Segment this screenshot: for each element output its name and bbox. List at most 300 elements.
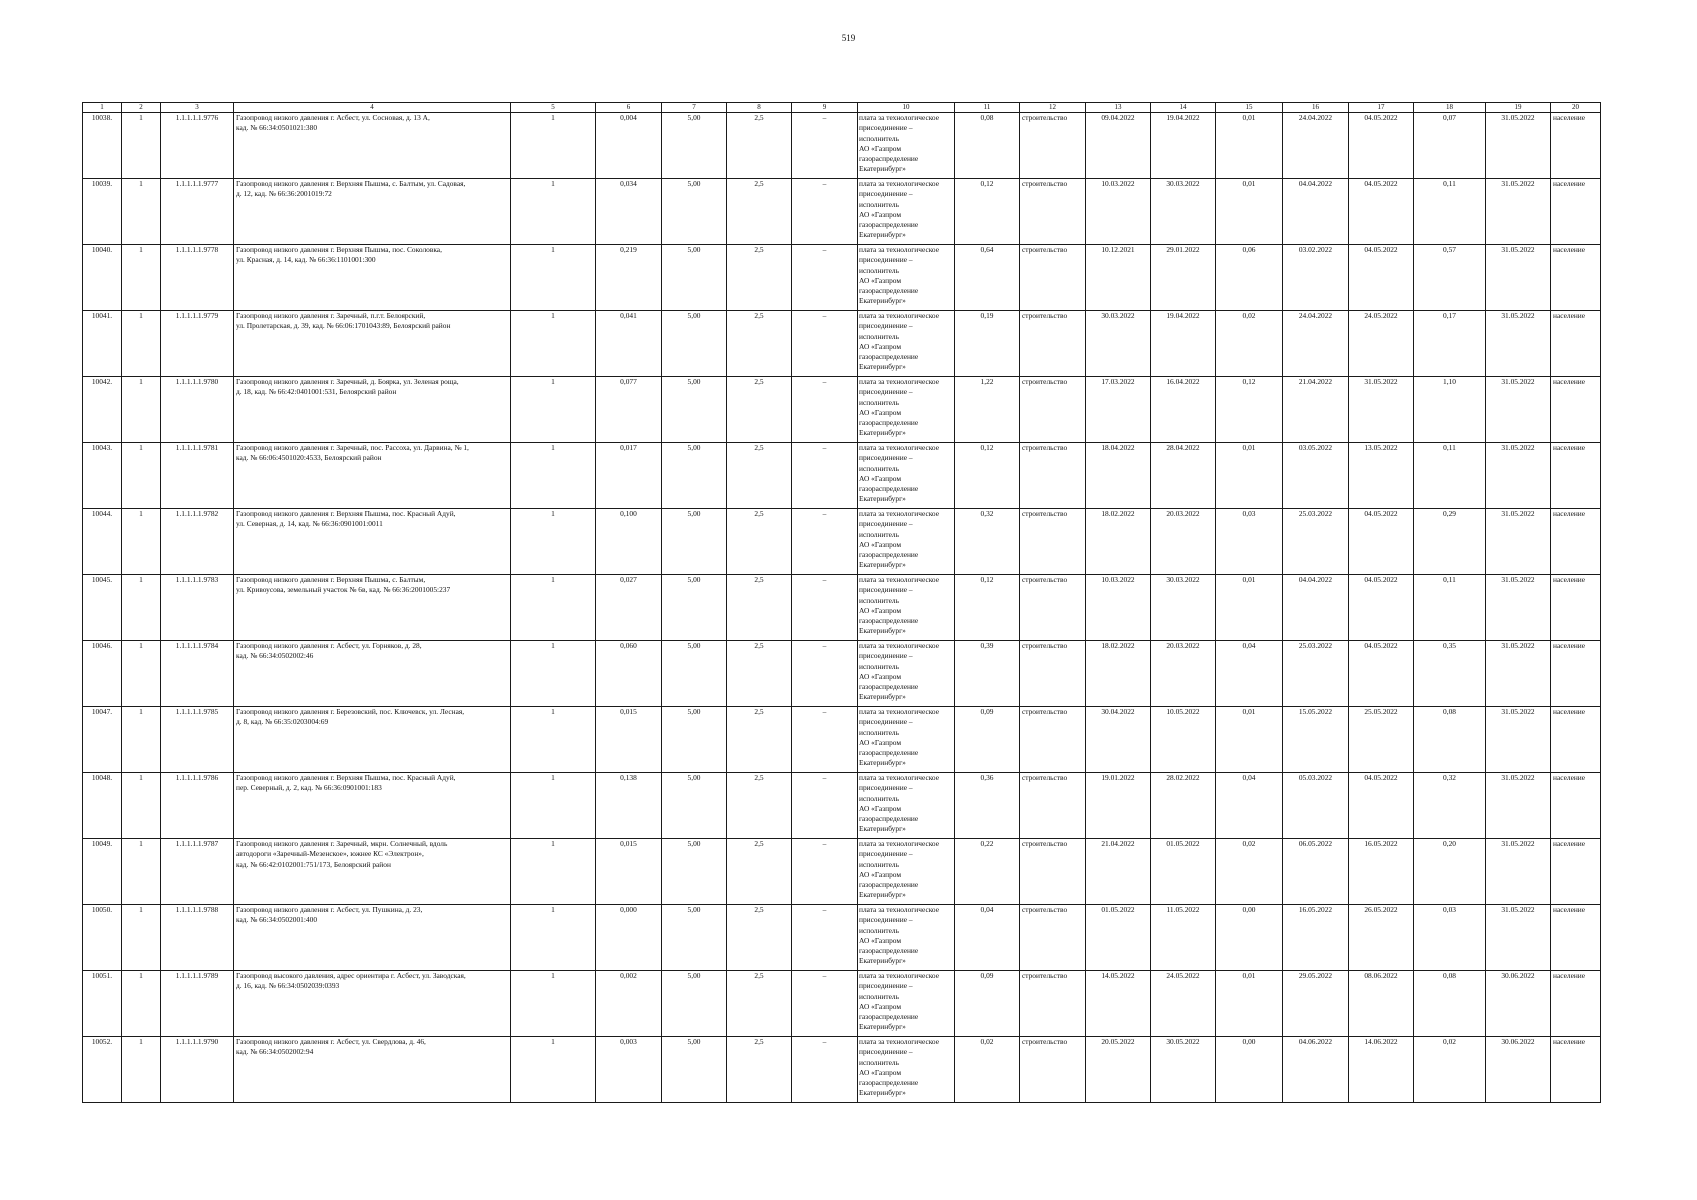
- cell-col-11: 1,22: [955, 377, 1020, 443]
- cell-col-11: 0,12: [955, 443, 1020, 509]
- cell-col-15: 0,06: [1216, 245, 1283, 311]
- payment-source-line: газораспределение: [859, 154, 919, 164]
- cell-col-5: 1: [511, 245, 596, 311]
- cell-col-16: 25.03.2022: [1283, 509, 1349, 575]
- cell-col-16: 25.03.2022: [1283, 641, 1349, 707]
- cell-col-19: 31.05.2022: [1486, 509, 1551, 575]
- cell-col-20: население: [1551, 707, 1601, 773]
- cell-col-20: население: [1551, 509, 1601, 575]
- cell-payment-source: [858, 641, 955, 707]
- cell-col-5: 1: [511, 443, 596, 509]
- cell-col-11: 0,12: [955, 575, 1020, 641]
- cell-description: [234, 575, 511, 641]
- cell-col-12: строительство: [1020, 113, 1086, 179]
- cell-code: 1.1.1.1.1.9779: [161, 311, 234, 377]
- payment-source-line: исполнитель: [859, 991, 899, 1001]
- cell-col-17: 26.05.2022: [1349, 905, 1414, 971]
- cell-col-6: 0,000: [596, 905, 662, 971]
- payment-source-line: присоединение –: [859, 321, 913, 331]
- cell-payment-source: [858, 377, 955, 443]
- payment-source-line: исполнитель: [859, 133, 899, 143]
- cell-col-15: 0,00: [1216, 905, 1283, 971]
- payment-source-line: газораспределение: [859, 748, 919, 758]
- cell-col-20: население: [1551, 575, 1601, 641]
- payment-source-line: Екатеринбург»: [859, 296, 906, 306]
- cell-col-9: –: [792, 971, 858, 1037]
- cell-col-2: 1: [122, 707, 161, 773]
- cell-row-number: 10045.: [83, 575, 122, 641]
- cell-payment-source: [858, 839, 955, 905]
- cell-col-7: 5,00: [662, 575, 727, 641]
- cell-col-15: 0,00: [1216, 1037, 1283, 1103]
- cell-col-12: строительство: [1020, 773, 1086, 839]
- cell-col-6: 0,017: [596, 443, 662, 509]
- description-line: Газопровод низкого давления г. Верхняя Пышма, с. Балтым,: [236, 575, 426, 584]
- cell-col-16: 16.05.2022: [1283, 905, 1349, 971]
- cell-col-20: население: [1551, 377, 1601, 443]
- cell-col-9: –: [792, 773, 858, 839]
- cell-col-8: 2,5: [727, 1037, 792, 1103]
- cell-payment-source: [858, 113, 955, 179]
- payment-source-line: исполнитель: [859, 265, 899, 275]
- table-row: [83, 707, 1601, 773]
- table-row: [83, 377, 1601, 443]
- payment-source-line: газораспределение: [859, 1078, 919, 1088]
- cell-col-7: 5,00: [662, 179, 727, 245]
- payment-source-line: АО «Газпром: [859, 671, 902, 681]
- cell-col-11: 0,12: [955, 179, 1020, 245]
- description-line: кад. № 66:34:0501021:380: [236, 123, 318, 133]
- payment-source-line: газораспределение: [859, 682, 919, 692]
- cell-col-13: 10.03.2022: [1086, 179, 1151, 245]
- payment-source-line: исполнитель: [859, 925, 899, 935]
- cell-col-19: 30.06.2022: [1486, 1037, 1551, 1103]
- description-line: Газопровод низкого давления г. Верхняя Пышма, пос. Соколовка,: [236, 245, 442, 254]
- cell-col-2: 1: [122, 641, 161, 707]
- header-cell: 14: [1151, 103, 1216, 113]
- cell-col-17: 04.05.2022: [1349, 179, 1414, 245]
- payment-source-line: Екатеринбург»: [859, 626, 906, 636]
- cell-col-19: 31.05.2022: [1486, 443, 1551, 509]
- description-line: Газопровод низкого давления г. Заречный, п.г.т. Белоярский,: [236, 311, 426, 320]
- cell-col-9: –: [792, 905, 858, 971]
- cell-code: 1.1.1.1.1.9783: [161, 575, 234, 641]
- cell-col-14: 19.04.2022: [1151, 311, 1216, 377]
- payment-source-line: присоединение –: [859, 915, 913, 925]
- cell-col-20: население: [1551, 1037, 1601, 1103]
- cell-col-15: 0,01: [1216, 179, 1283, 245]
- cell-col-17: 04.05.2022: [1349, 641, 1414, 707]
- cell-description: [234, 971, 511, 1037]
- cell-code: 1.1.1.1.1.9787: [161, 839, 234, 905]
- payment-source-line: АО «Газпром: [859, 1067, 902, 1077]
- cell-col-14: 24.05.2022: [1151, 971, 1216, 1037]
- cell-col-12: строительство: [1020, 179, 1086, 245]
- description-line: кад. № 66:34:0502002:46: [236, 651, 314, 661]
- description-line: Газопровод низкого давления г. Асбест, ул. Горняков, д. 28,: [236, 641, 422, 650]
- cell-payment-source: [858, 971, 955, 1037]
- payment-source-line: плата за технологическое: [859, 707, 940, 716]
- cell-col-17: 16.05.2022: [1349, 839, 1414, 905]
- payment-source-line: газораспределение: [859, 814, 919, 824]
- cell-col-18: 0,02: [1414, 1037, 1486, 1103]
- cell-col-13: 10.12.2021: [1086, 245, 1151, 311]
- cell-col-7: 5,00: [662, 245, 727, 311]
- header-cell: 3: [161, 103, 234, 113]
- cell-row-number: 10049.: [83, 839, 122, 905]
- payment-source-line: плата за технологическое: [859, 443, 940, 452]
- payment-source-line: исполнитель: [859, 331, 899, 341]
- description-line: Газопровод низкого давления г. Верхняя Пышма, с. Балтым, ул. Садовая,: [236, 179, 466, 188]
- cell-col-12: строительство: [1020, 839, 1086, 905]
- payment-source-line: плата за технологическое: [859, 773, 940, 782]
- header-cell: 8: [727, 103, 792, 113]
- cell-col-5: 1: [511, 707, 596, 773]
- cell-col-6: 0,004: [596, 113, 662, 179]
- cell-row-number: 10051.: [83, 971, 122, 1037]
- cell-col-20: население: [1551, 773, 1601, 839]
- cell-col-5: 1: [511, 773, 596, 839]
- cell-col-17: 04.05.2022: [1349, 113, 1414, 179]
- payment-source-line: АО «Газпром: [859, 209, 902, 219]
- cell-col-13: 09.04.2022: [1086, 113, 1151, 179]
- cell-col-9: –: [792, 575, 858, 641]
- cell-col-8: 2,5: [727, 179, 792, 245]
- cell-col-19: 31.05.2022: [1486, 377, 1551, 443]
- description-line: Газопровод высокого давления, адрес ориентира г. Асбест, ул. Заводская,: [236, 971, 466, 980]
- header-cell: 11: [955, 103, 1020, 113]
- cell-col-15: 0,01: [1216, 971, 1283, 1037]
- payment-source-line: исполнитель: [859, 529, 899, 539]
- payment-source-line: присоединение –: [859, 1047, 913, 1057]
- cell-col-5: 1: [511, 971, 596, 1037]
- cell-col-8: 2,5: [727, 509, 792, 575]
- cell-col-9: –: [792, 641, 858, 707]
- cell-col-7: 5,00: [662, 311, 727, 377]
- cell-col-11: 0,09: [955, 971, 1020, 1037]
- payment-source-line: плата за технологическое: [859, 179, 940, 188]
- cell-col-17: 04.05.2022: [1349, 575, 1414, 641]
- description-line: пер. Северный, д. 2, кад. № 66:36:0901001:183: [236, 783, 382, 793]
- cell-col-5: 1: [511, 575, 596, 641]
- table-row: [83, 839, 1601, 905]
- cell-col-13: 17.03.2022: [1086, 377, 1151, 443]
- cell-description: [234, 179, 511, 245]
- cell-payment-source: [858, 443, 955, 509]
- cell-col-5: 1: [511, 905, 596, 971]
- payment-source-line: присоединение –: [859, 453, 913, 463]
- cell-col-2: 1: [122, 113, 161, 179]
- cell-col-15: 0,03: [1216, 509, 1283, 575]
- payment-source-line: присоединение –: [859, 255, 913, 265]
- description-line: Газопровод низкого давления г. Березовский, пос. Ключевск, ул. Лесная,: [236, 707, 465, 716]
- payment-source-line: АО «Газпром: [859, 539, 902, 549]
- cell-description: [234, 509, 511, 575]
- description-line: автодороги «Заречный-Мезенское», южнее КС «Электрон»,: [236, 849, 424, 859]
- cell-col-19: 31.05.2022: [1486, 905, 1551, 971]
- cell-col-6: 0,219: [596, 245, 662, 311]
- cell-col-18: 0,08: [1414, 971, 1486, 1037]
- cell-code: 1.1.1.1.1.9777: [161, 179, 234, 245]
- payment-source-line: плата за технологическое: [859, 311, 940, 320]
- cell-description: [234, 443, 511, 509]
- cell-col-13: 14.05.2022: [1086, 971, 1151, 1037]
- payment-source-line: АО «Газпром: [859, 473, 902, 483]
- cell-col-5: 1: [511, 839, 596, 905]
- payment-source-line: газораспределение: [859, 880, 919, 890]
- description-line: кад. № 66:34:0502001:400: [236, 915, 318, 925]
- cell-col-2: 1: [122, 179, 161, 245]
- cell-col-2: 1: [122, 839, 161, 905]
- cell-col-6: 0,003: [596, 1037, 662, 1103]
- cell-col-12: строительство: [1020, 575, 1086, 641]
- cell-col-14: 19.04.2022: [1151, 113, 1216, 179]
- description-line: Газопровод низкого давления г. Верхняя Пышма, пос. Красный Адуй,: [236, 509, 456, 518]
- cell-col-11: 0,64: [955, 245, 1020, 311]
- description-line: кад. № 66:34:0502002:94: [236, 1047, 314, 1057]
- cell-col-9: –: [792, 311, 858, 377]
- payment-source-line: газораспределение: [859, 418, 919, 428]
- cell-col-17: 08.06.2022: [1349, 971, 1414, 1037]
- header-cell: 10: [858, 103, 955, 113]
- cell-col-2: 1: [122, 773, 161, 839]
- description-line: Газопровод низкого давления г. Асбест, ул. Пушкина, д. 23,: [236, 905, 423, 914]
- cell-col-2: 1: [122, 443, 161, 509]
- cell-col-15: 0,02: [1216, 311, 1283, 377]
- payment-source-line: АО «Газпром: [859, 605, 902, 615]
- header-cell: 6: [596, 103, 662, 113]
- cell-code: 1.1.1.1.1.9784: [161, 641, 234, 707]
- cell-col-15: 0,04: [1216, 641, 1283, 707]
- cell-col-12: строительство: [1020, 377, 1086, 443]
- header-cell: 18: [1414, 103, 1486, 113]
- cell-col-17: 04.05.2022: [1349, 773, 1414, 839]
- header-cell: 13: [1086, 103, 1151, 113]
- description-line: Газопровод низкого давления г. Заречный, пос. Рассоха, ул. Дарвина, № 1,: [236, 443, 469, 452]
- cell-code: 1.1.1.1.1.9778: [161, 245, 234, 311]
- payment-source-line: плата за технологическое: [859, 971, 940, 980]
- payment-source-line: Екатеринбург»: [859, 362, 906, 372]
- header-cell: 2: [122, 103, 161, 113]
- cell-col-19: 31.05.2022: [1486, 773, 1551, 839]
- payment-source-line: плата за технологическое: [859, 641, 940, 650]
- cell-col-14: 11.05.2022: [1151, 905, 1216, 971]
- cell-col-12: строительство: [1020, 971, 1086, 1037]
- payment-source-line: Екатеринбург»: [859, 758, 906, 768]
- description-line: д. 18, кад. № 66:42:0401001:531, Белоярский район: [236, 387, 397, 397]
- payment-source-line: присоединение –: [859, 123, 913, 133]
- cell-col-2: 1: [122, 245, 161, 311]
- payment-source-line: Екатеринбург»: [859, 164, 906, 174]
- payment-source-line: АО «Газпром: [859, 1001, 902, 1011]
- cell-col-2: 1: [122, 971, 161, 1037]
- payment-source-line: газораспределение: [859, 616, 919, 626]
- cell-description: [234, 113, 511, 179]
- cell-col-8: 2,5: [727, 113, 792, 179]
- cell-col-8: 2,5: [727, 839, 792, 905]
- cell-col-12: строительство: [1020, 509, 1086, 575]
- payment-source-line: присоединение –: [859, 585, 913, 595]
- cell-col-15: 0,01: [1216, 575, 1283, 641]
- cell-col-2: 1: [122, 509, 161, 575]
- cell-payment-source: [858, 707, 955, 773]
- cell-col-17: 13.05.2022: [1349, 443, 1414, 509]
- cell-col-11: 0,04: [955, 905, 1020, 971]
- cell-col-18: 0,11: [1414, 575, 1486, 641]
- payment-source-line: присоединение –: [859, 519, 913, 529]
- cell-col-11: 0,09: [955, 707, 1020, 773]
- table-body: [83, 113, 1601, 1103]
- cell-col-5: 1: [511, 113, 596, 179]
- cell-col-7: 5,00: [662, 641, 727, 707]
- payment-source-line: Екатеринбург»: [859, 494, 906, 504]
- table-row: [83, 443, 1601, 509]
- cell-col-15: 0,01: [1216, 113, 1283, 179]
- cell-col-17: 31.05.2022: [1349, 377, 1414, 443]
- cell-col-19: 31.05.2022: [1486, 311, 1551, 377]
- payment-source-line: плата за технологическое: [859, 113, 940, 122]
- cell-col-14: 28.02.2022: [1151, 773, 1216, 839]
- payment-source-line: плата за технологическое: [859, 245, 940, 254]
- description-line: ул. Пролетарская, д. 39, кад. № 66:06:1701043:89, Белоярский район: [236, 321, 451, 331]
- payment-source-line: присоединение –: [859, 981, 913, 991]
- cell-col-14: 29.01.2022: [1151, 245, 1216, 311]
- description-line: д. 16, кад. № 66:34:0502039:0393: [236, 981, 340, 991]
- table-row: [83, 1037, 1601, 1103]
- cell-col-2: 1: [122, 905, 161, 971]
- cell-description: [234, 1037, 511, 1103]
- payment-source-line: исполнитель: [859, 1057, 899, 1067]
- cell-description: [234, 377, 511, 443]
- cell-col-16: 15.05.2022: [1283, 707, 1349, 773]
- payment-source-line: присоединение –: [859, 849, 913, 859]
- cell-col-14: 28.04.2022: [1151, 443, 1216, 509]
- payment-source-line: Екатеринбург»: [859, 1088, 906, 1098]
- cell-payment-source: [858, 575, 955, 641]
- cell-payment-source: [858, 311, 955, 377]
- payment-source-line: газораспределение: [859, 352, 919, 362]
- cell-col-19: 31.05.2022: [1486, 839, 1551, 905]
- cell-payment-source: [858, 245, 955, 311]
- cell-col-18: 0,35: [1414, 641, 1486, 707]
- cell-code: 1.1.1.1.1.9781: [161, 443, 234, 509]
- cell-col-16: 05.03.2022: [1283, 773, 1349, 839]
- cell-col-13: 21.04.2022: [1086, 839, 1151, 905]
- table-row: [83, 641, 1601, 707]
- payment-source-line: газораспределение: [859, 286, 919, 296]
- cell-col-5: 1: [511, 179, 596, 245]
- cell-col-8: 2,5: [727, 707, 792, 773]
- cell-col-19: 31.05.2022: [1486, 707, 1551, 773]
- header-cell: 9: [792, 103, 858, 113]
- payment-source-line: газораспределение: [859, 1012, 919, 1022]
- cell-col-12: строительство: [1020, 443, 1086, 509]
- cell-col-12: строительство: [1020, 707, 1086, 773]
- cell-col-18: 0,11: [1414, 443, 1486, 509]
- cell-col-18: 0,20: [1414, 839, 1486, 905]
- cell-code: 1.1.1.1.1.9785: [161, 707, 234, 773]
- cell-col-16: 24.04.2022: [1283, 311, 1349, 377]
- cell-col-6: 0,077: [596, 377, 662, 443]
- payment-source-line: плата за технологическое: [859, 839, 940, 848]
- cell-col-8: 2,5: [727, 245, 792, 311]
- description-line: кад. № 66:42:0102001:751/173, Белоярский район: [236, 859, 391, 869]
- payment-source-line: плата за технологическое: [859, 1037, 940, 1046]
- payment-source-line: Екатеринбург»: [859, 560, 906, 570]
- cell-col-12: строительство: [1020, 1037, 1086, 1103]
- header-cell: 17: [1349, 103, 1414, 113]
- description-line: д. 12, кад. № 66:36:2001019:72: [236, 189, 332, 199]
- cell-col-16: 06.05.2022: [1283, 839, 1349, 905]
- cell-col-6: 0,015: [596, 839, 662, 905]
- cell-col-9: –: [792, 839, 858, 905]
- cell-description: [234, 245, 511, 311]
- cell-col-9: –: [792, 245, 858, 311]
- payment-source-line: исполнитель: [859, 199, 899, 209]
- cell-col-6: 0,034: [596, 179, 662, 245]
- cell-col-9: –: [792, 509, 858, 575]
- payment-source-line: АО «Газпром: [859, 737, 902, 747]
- cell-col-14: 10.05.2022: [1151, 707, 1216, 773]
- cell-col-7: 5,00: [662, 509, 727, 575]
- cell-col-2: 1: [122, 311, 161, 377]
- cell-col-6: 0,060: [596, 641, 662, 707]
- payment-source-line: плата за технологическое: [859, 377, 940, 386]
- cell-code: 1.1.1.1.1.9788: [161, 905, 234, 971]
- cell-col-8: 2,5: [727, 773, 792, 839]
- page-number: 519: [841, 33, 856, 43]
- payment-source-line: Екатеринбург»: [859, 1022, 906, 1032]
- cell-col-5: 1: [511, 641, 596, 707]
- header-cell: 15: [1216, 103, 1283, 113]
- cell-col-7: 5,00: [662, 1037, 727, 1103]
- payment-source-line: АО «Газпром: [859, 935, 902, 945]
- cell-col-8: 2,5: [727, 443, 792, 509]
- cell-col-19: 31.05.2022: [1486, 245, 1551, 311]
- description-line: Газопровод низкого давления г. Асбест, ул. Свердлова, д. 46,: [236, 1037, 426, 1046]
- cell-col-14: 30.03.2022: [1151, 575, 1216, 641]
- table-row: [83, 113, 1601, 179]
- cell-col-13: 30.03.2022: [1086, 311, 1151, 377]
- cell-col-7: 5,00: [662, 707, 727, 773]
- cell-col-20: население: [1551, 641, 1601, 707]
- cell-col-17: 04.05.2022: [1349, 509, 1414, 575]
- cell-col-16: 29.05.2022: [1283, 971, 1349, 1037]
- cell-col-14: 16.04.2022: [1151, 377, 1216, 443]
- cell-col-7: 5,00: [662, 443, 727, 509]
- cell-col-6: 0,002: [596, 971, 662, 1037]
- cell-col-13: 18.02.2022: [1086, 641, 1151, 707]
- payment-source-line: присоединение –: [859, 651, 913, 661]
- cell-description: [234, 773, 511, 839]
- header-cell: 7: [662, 103, 727, 113]
- cell-col-14: 01.05.2022: [1151, 839, 1216, 905]
- payment-source-line: присоединение –: [859, 189, 913, 199]
- cell-col-13: 30.04.2022: [1086, 707, 1151, 773]
- payment-source-line: газораспределение: [859, 550, 919, 560]
- cell-col-15: 0,02: [1216, 839, 1283, 905]
- payment-source-line: АО «Газпром: [859, 407, 902, 417]
- cell-col-11: 0,32: [955, 509, 1020, 575]
- cell-description: [234, 839, 511, 905]
- cell-col-7: 5,00: [662, 905, 727, 971]
- cell-col-11: 0,02: [955, 1037, 1020, 1103]
- cell-payment-source: [858, 773, 955, 839]
- cell-col-9: –: [792, 443, 858, 509]
- cell-col-18: 0,03: [1414, 905, 1486, 971]
- cell-col-16: 04.04.2022: [1283, 179, 1349, 245]
- header-cell: 5: [511, 103, 596, 113]
